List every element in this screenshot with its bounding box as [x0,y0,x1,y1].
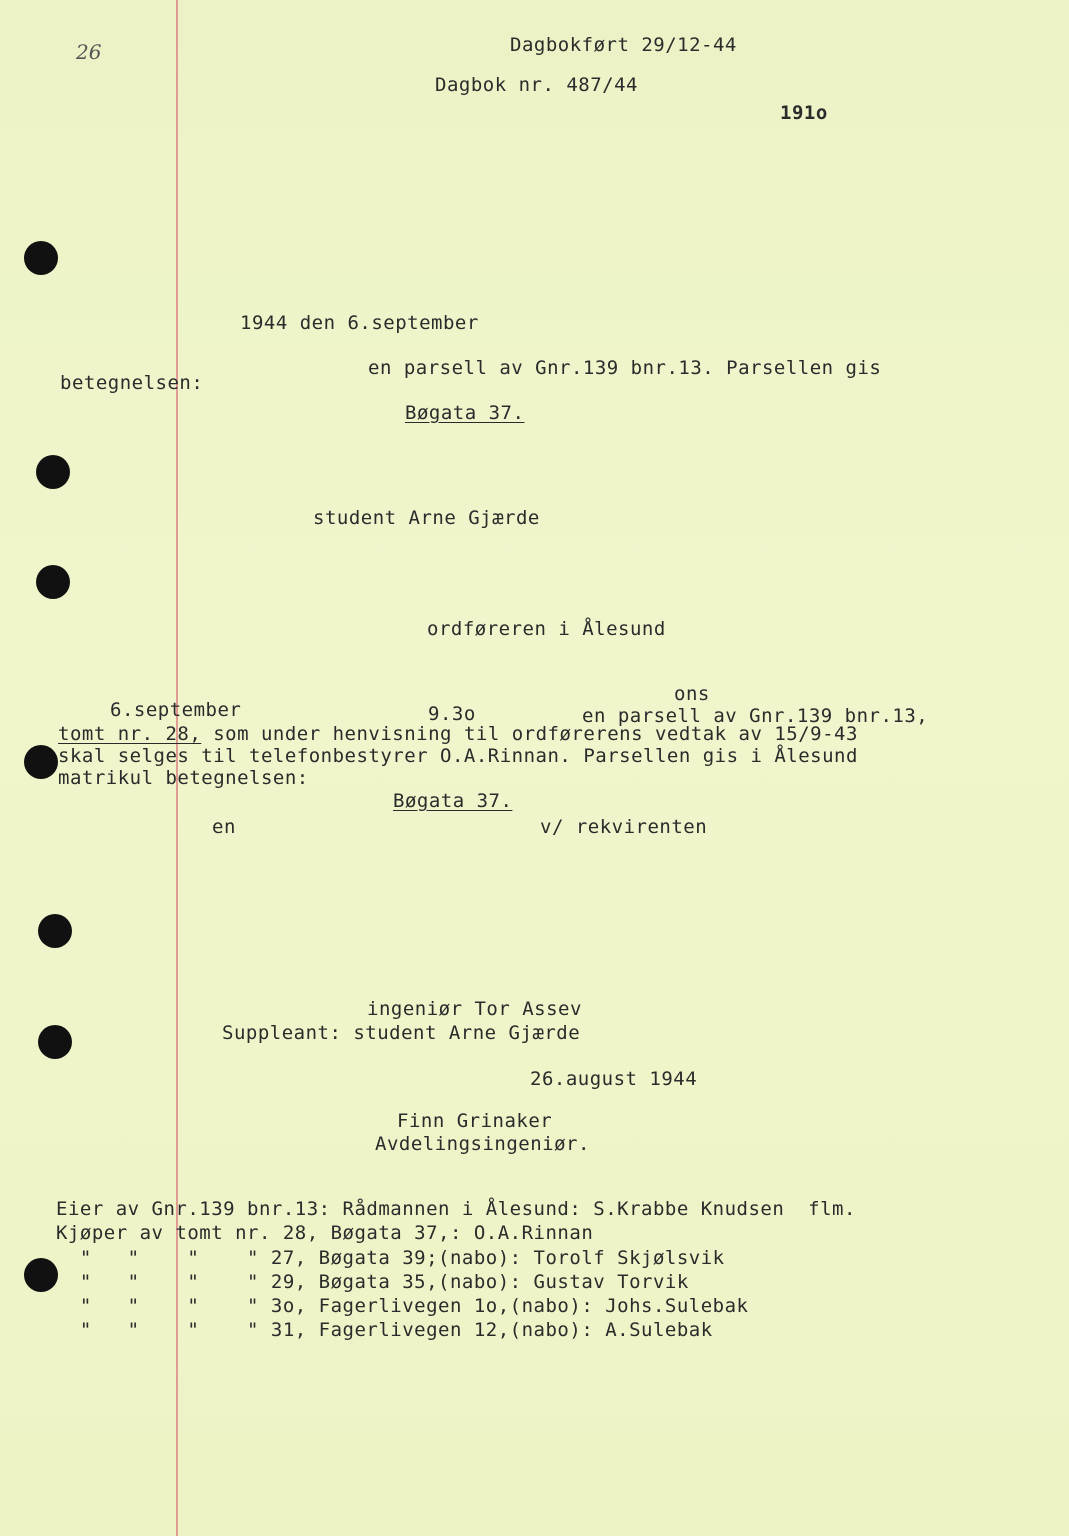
time-value: 9.3o [428,703,476,725]
signer-title: Avdelingsingeniør. [375,1133,590,1155]
neighbor-line: " " " " 29, Bøgata 35,(nabo): Gustav Torvik [56,1271,689,1293]
punch-hole-icon [24,241,58,275]
tomt-number: tomt nr. 28, [58,723,202,745]
owner-line: Eier av Gnr.139 bnr.13: Rådmannen i Ålesund: S.Krabbe Knudsen flm. [56,1198,856,1220]
parsell-line-2: en parsell av Gnr.139 bnr.13, [582,705,929,727]
punch-hole-icon [38,914,72,948]
ordforeren-line: ordføreren i Ålesund [427,618,666,640]
punch-hole-icon [36,455,70,489]
september-date: 6.september [110,699,242,721]
tomt-line-rest: som under henvisning til ordførerens vedtak av 15/9-43 [201,723,858,745]
ingenior-line: ingeniør Tor Assev [367,998,582,1020]
student-name: student Arne Gjærde [313,507,540,529]
dagbokfort-stamp: Dagbokført 29/12-44 [510,34,737,56]
buyer-line: Kjøper av tomt nr. 28, Bøgata 37,: O.A.Rinnan [56,1222,594,1244]
street-address: Bøgata 37. [405,402,525,424]
august-date: 26.august 1944 [530,1068,698,1090]
suppleant-line: Suppleant: student Arne Gjærde [222,1022,581,1044]
punch-hole-icon [24,745,58,779]
signer-name: Finn Grinaker [397,1110,553,1132]
neighbor-line: " " " " 3o, Fagerlivegen 1o,(nabo): Johs.Sulebak [56,1295,749,1317]
punch-hole-icon [36,565,70,599]
skal-line: skal selges til telefonbestyrer O.A.Rinnan. Parsellen gis i Ålesund [58,745,858,767]
punch-hole-icon [24,1258,58,1292]
date-line: 1944 den 6.september [240,312,479,334]
betegnelsen-label: betegnelsen: [60,372,204,394]
dagbok-number: Dagbok nr. 487/44 [435,74,638,96]
weekday: ons [674,683,710,705]
neighbor-line: " " " " 27, Bøgata 39;(nabo): Torolf Skjølsvik [56,1247,725,1269]
page-number: 191o [780,102,828,124]
neighbor-line: " " " " 31, Fagerlivegen 12,(nabo): A.Sulebak [56,1319,713,1341]
en-word: en [212,816,236,838]
street-address-2: Bøgata 37. [393,790,513,812]
punch-hole-icon [38,1025,72,1059]
parsell-line: en parsell av Gnr.139 bnr.13. Parsellen gis [368,357,882,379]
handwritten-page-note: 26 [76,40,102,64]
tomt-line [58,723,858,745]
rekvirenten-line: v/ rekvirenten [540,816,708,838]
matrikul-line: matrikul betegnelsen: [58,767,309,789]
